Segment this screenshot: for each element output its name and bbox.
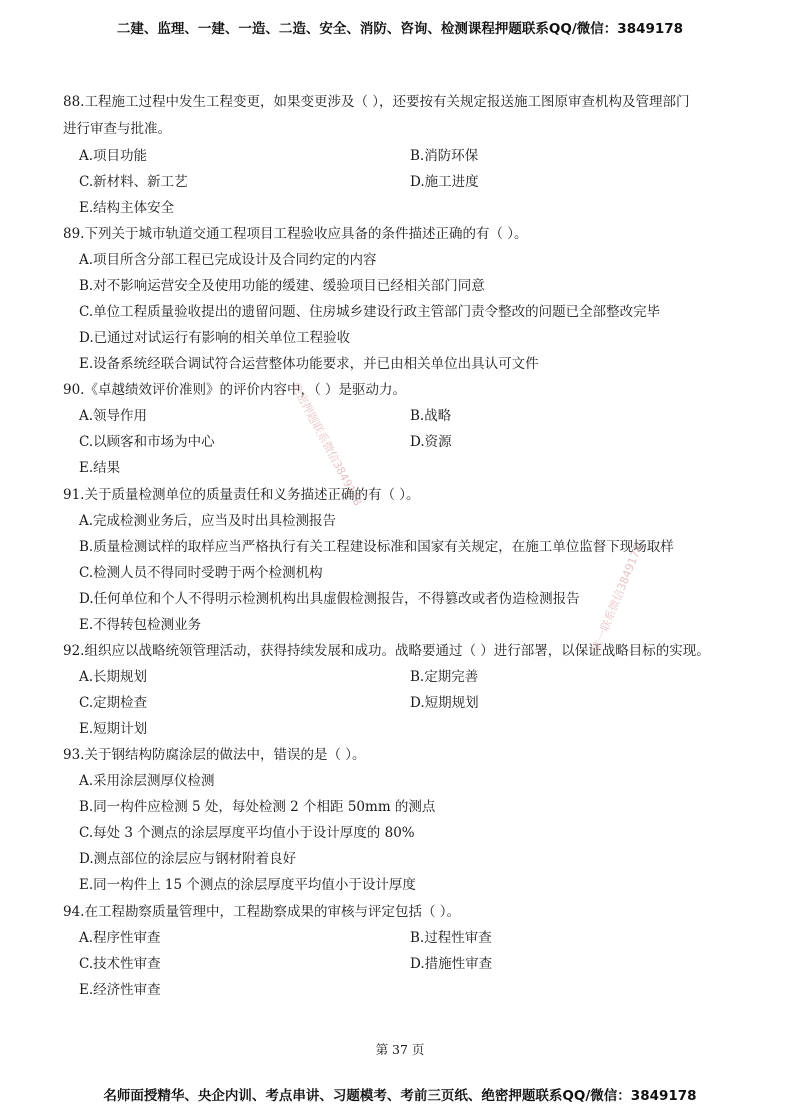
question-93-stem: 93.关于钢结构防腐涂层的做法中，错误的是（ ）。 — [63, 747, 366, 763]
question-94-option-b: B.过程性审查 — [410, 930, 492, 946]
question-91-option-d: D.任何单位和个人不得明示检测机构出具虚假检测报告，不得篡改或者伪造检测报告 — [79, 591, 580, 607]
question-90-option-d: D.资源 — [410, 434, 452, 450]
watermark-stamp: 唯一联系微信3849178 — [589, 542, 645, 654]
question-91-option-a: A.完成检测业务后，应当及时出具检测报告 — [79, 513, 337, 529]
question-88-option-b: B.消防环保 — [410, 148, 479, 164]
question-90-option-e: E.结果 — [79, 460, 121, 476]
question-89-option-a: A.项目所含分部工程已完成设计及合同约定的内容 — [79, 252, 377, 268]
question-88-option-e: E.结构主体安全 — [79, 200, 175, 216]
question-94-option-c: C.技术性审查 — [79, 956, 161, 972]
page-number: 第 37 页 — [375, 1042, 425, 1057]
question-92-option-a: A.长期规划 — [79, 669, 148, 685]
question-92-option-b: B.定期完善 — [410, 669, 479, 685]
question-88-option-a: A.项目功能 — [79, 148, 148, 164]
question-90-stem: 90.《卓越绩效评价准则》的评价内容中，（ ）是驱动力。 — [63, 382, 407, 398]
question-89-option-d: D.已通过对试运行有影响的相关单位工程验收 — [79, 330, 351, 346]
question-90-option-c: C.以顾客和市场为中心 — [79, 434, 215, 450]
question-88-stem: 88.工程施工过程中发生工程变更，如果变更涉及（ ），还要按有关规定报送施工图原审查机构及管理部门 — [63, 94, 690, 110]
question-88-option-d: D.施工进度 — [410, 174, 479, 190]
question-92-option-e: E.短期计划 — [79, 721, 148, 737]
question-94-option-e: E.经济性审查 — [79, 982, 161, 998]
question-90-option-b: B.战略 — [410, 408, 452, 424]
question-93-option-b: B.同一构件应检测 5 处，每处检测 2 个相距 50mm 的测点 — [79, 799, 436, 815]
question-93-option-a: A.采用涂层测厚仪检测 — [79, 773, 215, 789]
question-88-stem-continued: 进行审查与批准。 — [63, 121, 171, 137]
question-93-option-d: D.测点部位的涂层应与钢材附着良好 — [79, 851, 297, 867]
question-92-option-d: D.短期规划 — [410, 695, 479, 711]
question-93-option-c: C.每处 3 个测点的涂层厚度平均值小于设计厚度的 80% — [79, 825, 415, 841]
question-93-option-e: E.同一构件上 15 个测点的涂层厚度平均值小于设计厚度 — [79, 877, 416, 893]
question-89-option-b: B.对不影响运营安全及使用功能的缓建、缓验项目已经相关部门同意 — [79, 278, 485, 294]
watermark-stamp: 绝密押题联系微信3849178 — [288, 380, 365, 509]
footer-banner: 名师面授精华、央企内训、考点串讲、习题模考、考前三页纸、绝密押题联系QQ/微信：3849178 — [103, 1088, 697, 1104]
question-88-option-c: C.新材料、新工艺 — [79, 174, 188, 190]
question-89-stem: 89.下列关于城市轨道交通工程项目工程验收应具备的条件描述正确的有（ ）。 — [63, 226, 528, 242]
question-91-option-e: E.不得转包检测业务 — [79, 617, 202, 633]
question-91-stem: 91.关于质量检测单位的质量责任和义务描述正确的有（ ）。 — [63, 487, 420, 503]
question-94-stem: 94.在工程勘察质量管理中，工程勘察成果的审核与评定包括（ ）。 — [63, 904, 461, 920]
question-89-option-c: C.单位工程质量验收提出的遗留问题、住房城乡建设行政主管部门责令整改的问题已全部整改完毕 — [79, 304, 661, 320]
question-89-option-e: E.设备系统经联合调试符合运营整体功能要求，并已由相关单位出具认可文件 — [79, 356, 539, 372]
question-90-option-a: A.领导作用 — [79, 408, 148, 424]
question-94-option-a: A.程序性审查 — [79, 930, 161, 946]
question-94-option-d: D.措施性审查 — [410, 956, 493, 972]
question-91-option-c: C.检测人员不得同时受聘于两个检测机构 — [79, 565, 323, 581]
question-91-option-b: B.质量检测试样的取样应当严格执行有关工程建设标准和国家有关规定，在施工单位监督下现场取样 — [79, 539, 674, 555]
question-92-stem: 92.组织应以战略统领管理活动，获得持续发展和成功。战略要通过（ ）进行部署，以保证战略目标的实现。 — [63, 643, 710, 659]
question-92-option-c: C.定期检查 — [79, 695, 148, 711]
header-banner: 二建、监理、一建、一造、二造、安全、消防、咨询、检测课程押题联系QQ/微信：3849178 — [116, 21, 684, 37]
